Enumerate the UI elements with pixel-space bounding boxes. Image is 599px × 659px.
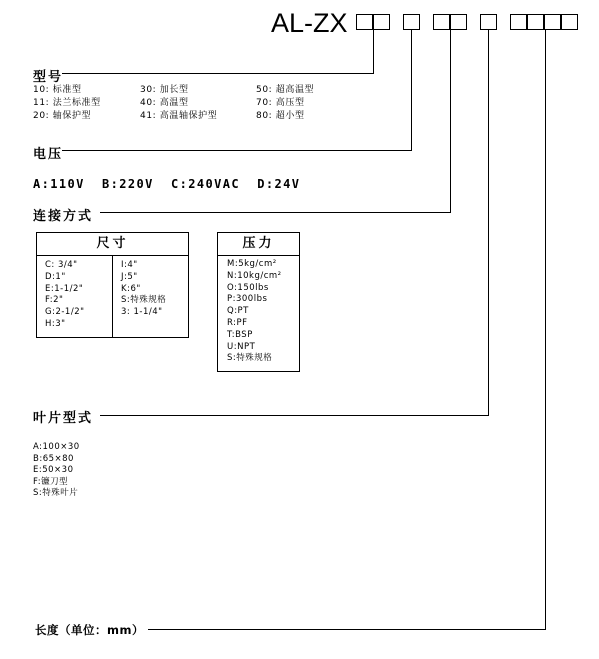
size-option: J:5" — [121, 271, 138, 282]
pressure-option: T:BSP — [227, 329, 253, 340]
pressure-option: N:10kg/cm² — [227, 270, 282, 281]
blade-section-title: 叶片型式 — [33, 411, 94, 426]
size-option: C: 3/4" — [45, 260, 78, 270]
size-option: K:6" — [121, 283, 141, 294]
connector-line — [148, 629, 546, 630]
pressure-option: U:NPT — [227, 341, 256, 352]
size-option: H:3" — [45, 318, 66, 329]
pressure-option: P:300lbs — [227, 294, 268, 305]
code-slot — [450, 14, 467, 30]
blade-option: F:镰刀型 — [33, 476, 69, 487]
pressure-option: M:5kg/cm² — [227, 259, 277, 269]
code-slot — [561, 14, 578, 30]
size-table — [36, 232, 189, 338]
model-option: 50: 超高温型 — [256, 85, 315, 95]
model-option: 10: 标准型 — [33, 85, 82, 95]
pressure-option: S:特殊规格 — [227, 353, 273, 364]
connector-line — [373, 30, 374, 73]
model-section-title: 型号 — [33, 70, 64, 85]
code-slot — [527, 14, 544, 30]
size-option: G:2-1/2" — [45, 307, 85, 318]
blade-option: A:100×30 — [33, 442, 80, 452]
column-divider — [112, 255, 113, 337]
blade-option: S:特殊叶片 — [33, 488, 79, 498]
size-column-2 — [121, 260, 166, 319]
size-option: D:1" — [45, 271, 66, 282]
model-option: 80: 超小型 — [256, 111, 305, 121]
blade-option: E:50×30 — [33, 465, 74, 475]
connector-line — [545, 30, 546, 629]
voltage-options: A:110V B:220V C:240VAC D:24V — [33, 177, 301, 191]
connector-line — [450, 30, 451, 212]
pressure-table — [217, 232, 300, 372]
size-column-1 — [45, 260, 85, 331]
model-option: 11: 法兰标准型 — [33, 98, 101, 108]
connector-line — [62, 73, 374, 74]
size-option: E:1-1/2" — [45, 283, 84, 294]
connector-line — [62, 150, 412, 151]
size-option: I:4" — [121, 260, 138, 270]
pressure-table-title: 压力 — [218, 233, 299, 256]
code-slot — [356, 14, 373, 30]
code-slot — [433, 14, 450, 30]
pressure-option: Q:PT — [227, 306, 249, 317]
model-option: 40: 高温型 — [140, 98, 189, 108]
pressure-option: O:150lbs — [227, 282, 269, 293]
pressure-column — [227, 259, 282, 365]
blade-option: B:65×80 — [33, 453, 74, 464]
code-slot — [373, 14, 390, 30]
size-option: S:特殊规格 — [121, 295, 167, 306]
model-option: 41: 高温轴保护型 — [140, 111, 218, 121]
model-code-prefix: AL-ZX — [271, 8, 348, 38]
voltage-section-title: 电压 — [33, 147, 64, 162]
model-option: 70: 高压型 — [256, 98, 305, 108]
size-table-title: 尺寸 — [37, 233, 188, 256]
length-section-title: 长度（单位：mm） — [35, 623, 144, 637]
pressure-option: R:PF — [227, 317, 248, 328]
connector-line — [488, 30, 489, 415]
connector-line — [100, 212, 451, 213]
code-slot — [510, 14, 527, 30]
size-option: F:2" — [45, 295, 64, 306]
connector-line — [411, 30, 412, 150]
code-slot — [403, 14, 420, 30]
model-option: 30: 加长型 — [140, 85, 189, 95]
connector-line — [100, 415, 489, 416]
blade-options — [33, 442, 80, 500]
code-slot — [544, 14, 561, 30]
code-slot — [480, 14, 497, 30]
model-option: 20: 轴保护型 — [33, 111, 92, 121]
connection-section-title: 连接方式 — [33, 209, 94, 224]
size-option: 3: 1-1/4" — [121, 307, 163, 318]
